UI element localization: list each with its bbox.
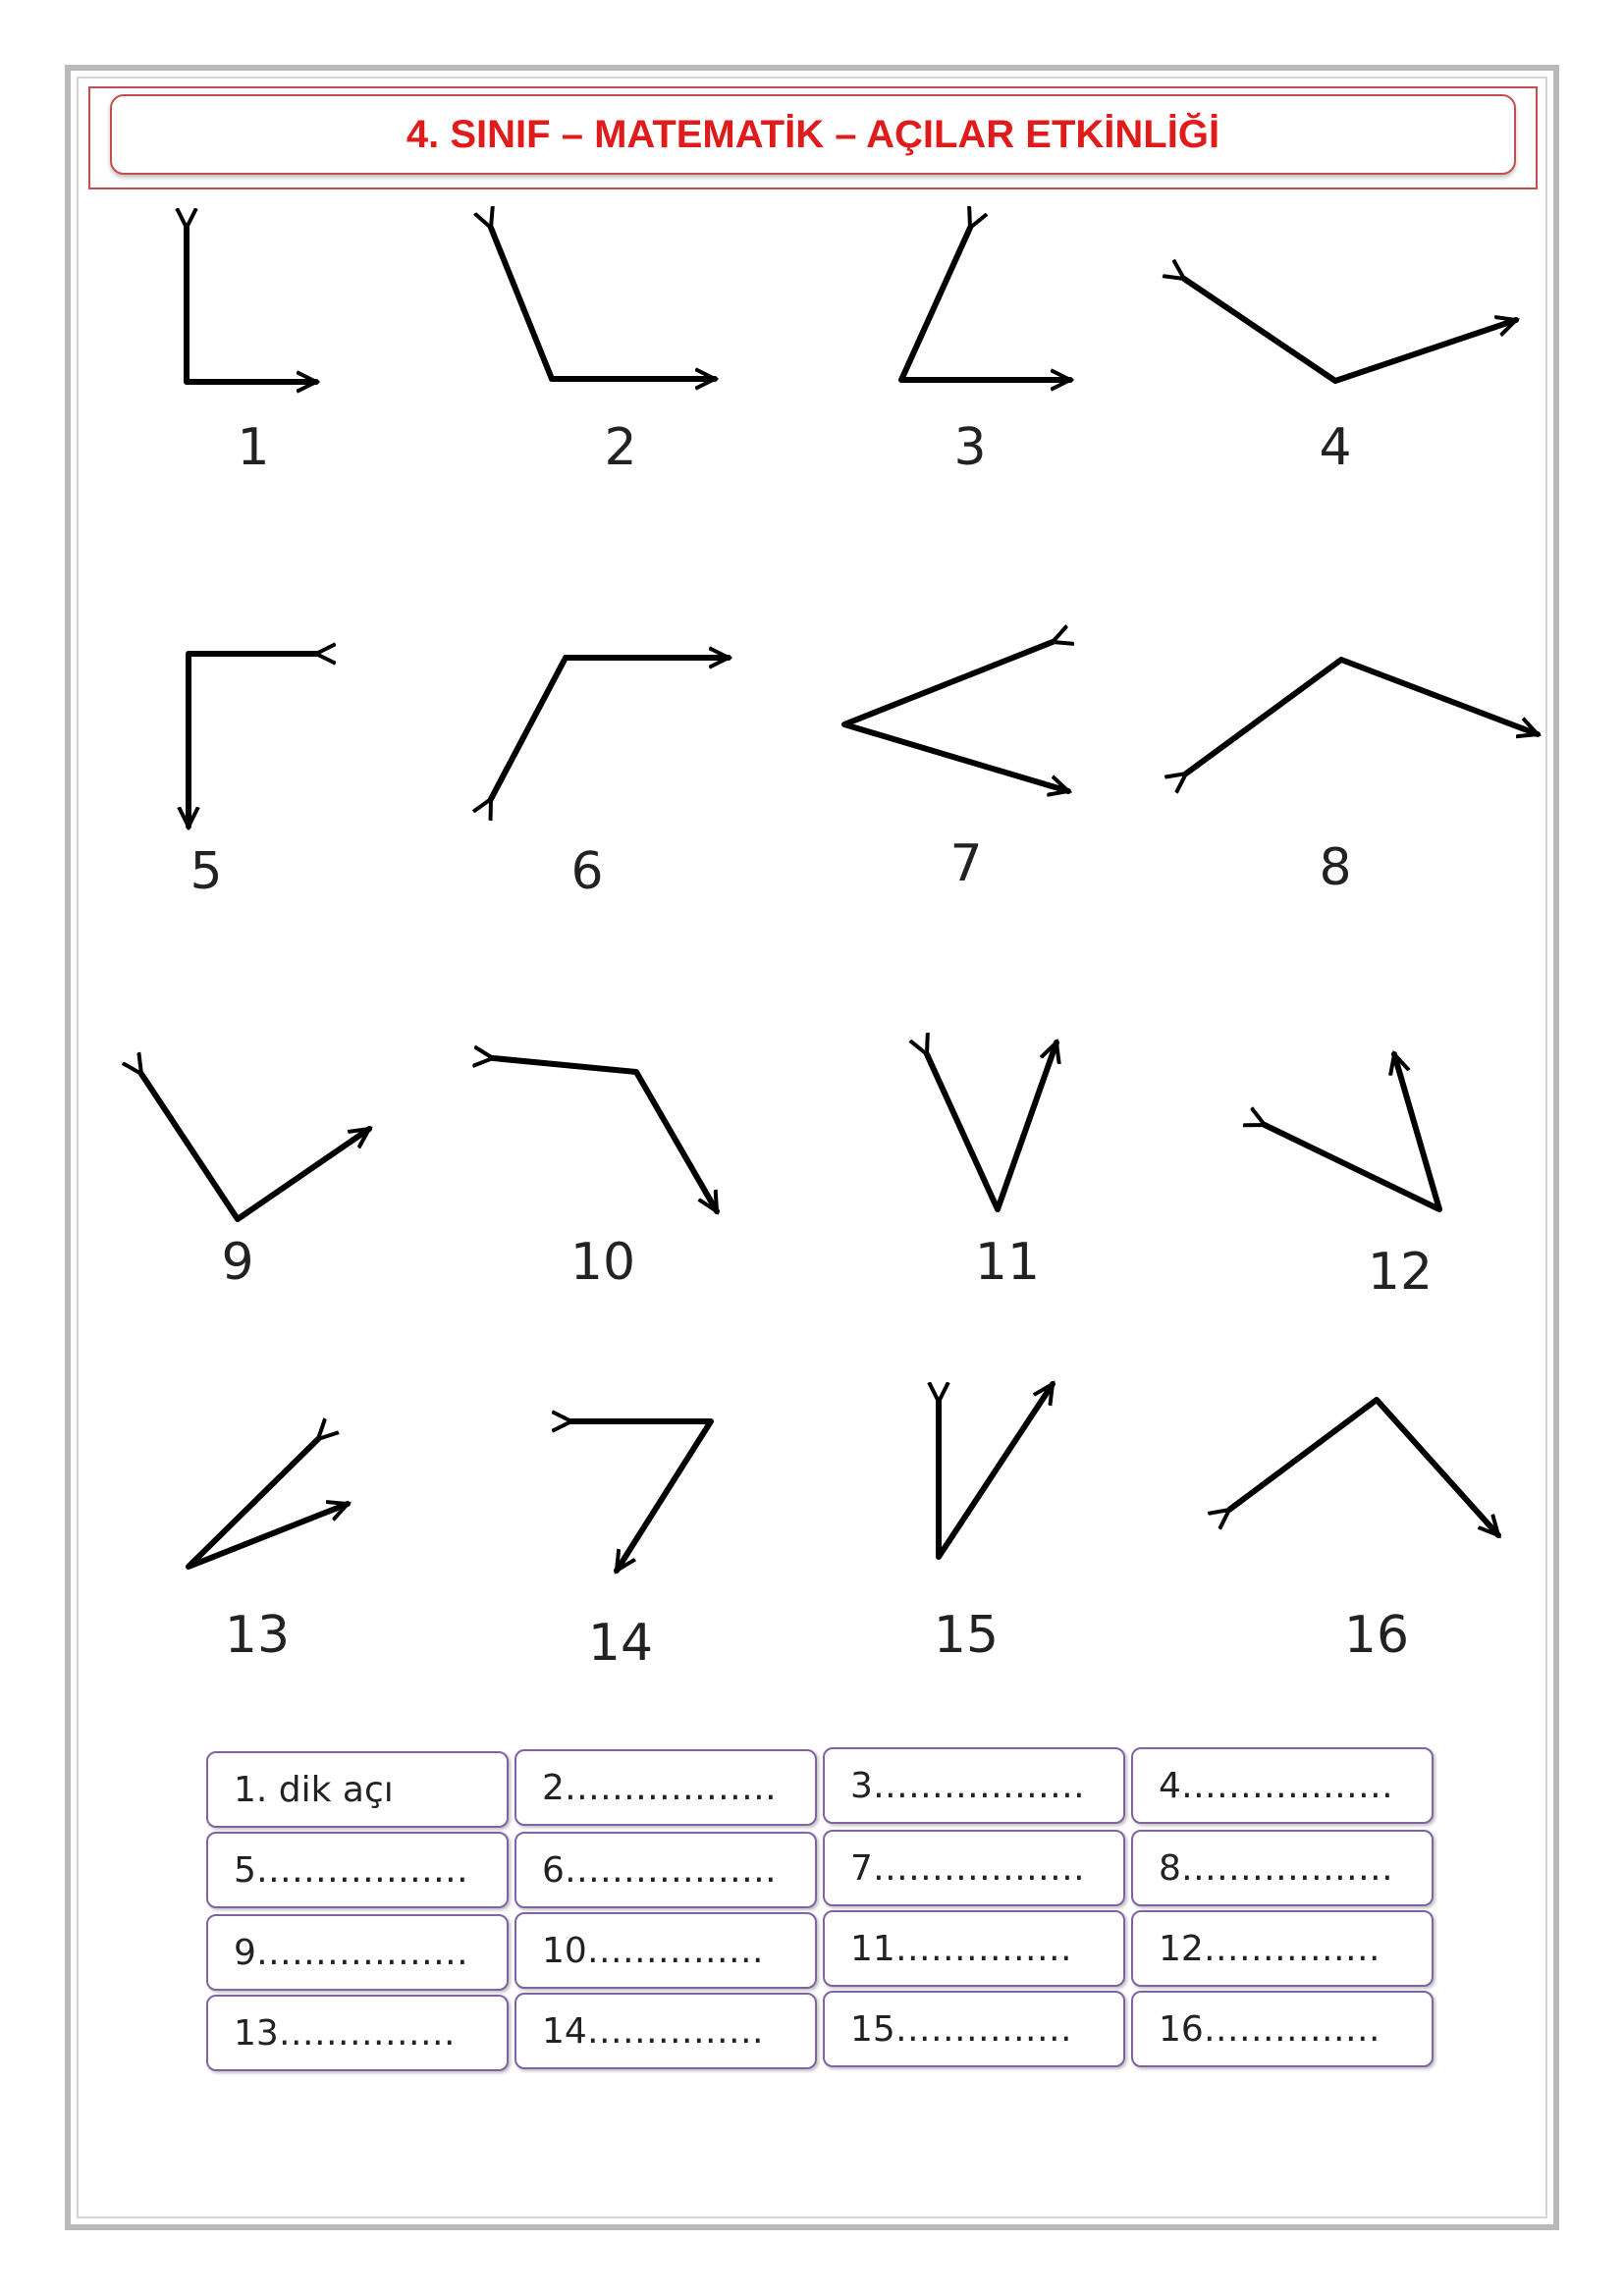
answer-box-2[interactable]: 2………………: [514, 1749, 817, 1826]
figure-number-4: 4: [1319, 418, 1352, 477]
figure-number-7: 7: [949, 834, 983, 893]
angle-11: [927, 1042, 1056, 1209]
angle-5: [189, 654, 316, 827]
answer-box-5[interactable]: 5………………: [206, 1832, 509, 1908]
answer-box-12[interactable]: 12……………: [1131, 1910, 1434, 1987]
answer-box-10[interactable]: 10……………: [514, 1912, 817, 1989]
angle-9: [141, 1074, 369, 1219]
figure-number-10: 10: [569, 1233, 636, 1292]
angle-12: [1265, 1054, 1439, 1209]
figure-number-8: 8: [1319, 838, 1352, 897]
answer-box-16[interactable]: 16……………: [1131, 1991, 1434, 2067]
angle-10: [493, 1058, 717, 1211]
figure-number-1: 1: [237, 418, 270, 477]
page-title: 4. SINIF – MATEMATİK – AÇILAR ETKİNLİĞİ: [406, 112, 1220, 156]
figure-number-13: 13: [224, 1606, 291, 1665]
angle-16: [1229, 1400, 1498, 1535]
angle-13: [189, 1439, 348, 1567]
angle-3: [901, 228, 1070, 380]
figure-number-6: 6: [570, 842, 604, 901]
figure-number-9: 9: [221, 1233, 254, 1292]
figure-number-15: 15: [933, 1606, 1000, 1665]
answer-box-4[interactable]: 4………………: [1131, 1747, 1434, 1824]
angle-1: [187, 228, 316, 382]
answer-box-15[interactable]: 15……………: [823, 1991, 1125, 2067]
figure-number-14: 14: [587, 1614, 654, 1673]
angle-6: [491, 658, 729, 799]
angle-7: [844, 642, 1068, 791]
figure-number-5: 5: [189, 842, 223, 901]
answer-box-3[interactable]: 3………………: [823, 1747, 1125, 1824]
figure-number-3: 3: [953, 418, 987, 477]
angle-4: [1184, 279, 1516, 381]
answer-box-9[interactable]: 9………………: [206, 1914, 509, 1991]
figure-number-11: 11: [974, 1233, 1041, 1292]
figure-number-12: 12: [1367, 1243, 1434, 1302]
answer-box-6[interactable]: 6………………: [514, 1832, 817, 1908]
answer-box-8[interactable]: 8………………: [1131, 1830, 1434, 1906]
answer-box-14[interactable]: 14……………: [514, 1993, 817, 2069]
answer-box-13[interactable]: 13……………: [206, 1995, 509, 2071]
angle-15: [939, 1384, 1053, 1557]
answer-box-1[interactable]: 1. dik açı: [206, 1751, 509, 1828]
angle-14: [571, 1421, 711, 1571]
answer-box-11[interactable]: 11……………: [823, 1910, 1125, 1987]
angle-8: [1186, 660, 1538, 774]
figure-number-2: 2: [604, 418, 637, 477]
angle-2: [491, 228, 715, 379]
answer-box-7[interactable]: 7………………: [823, 1830, 1125, 1906]
figure-number-16: 16: [1343, 1606, 1410, 1665]
